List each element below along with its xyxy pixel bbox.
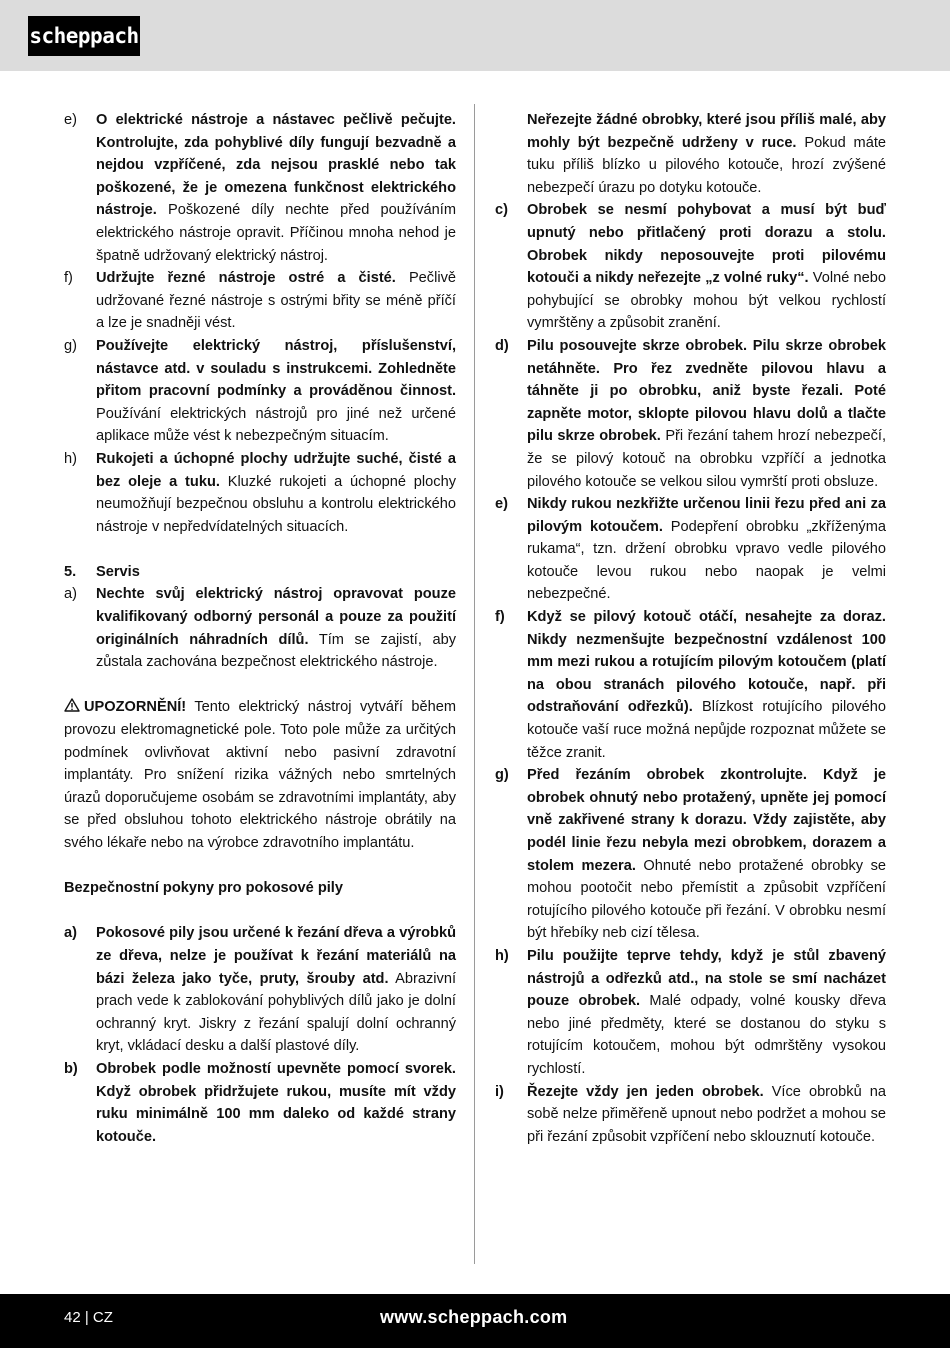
footer-bar	[0, 1294, 950, 1348]
item-bold-text: Řezejte vždy jen jeden obrobek.	[527, 1083, 764, 1100]
list-item-h	[64, 448, 456, 538]
item-label: a)	[64, 586, 77, 603]
item-text: Kluzké rukojeti a úchopné plochy neumožňují bezpečnou obsluhu a kontrolu elektrického nástroje v nepředvídatelných situacích.	[96, 473, 456, 535]
item-text: Volné nebo pohybující se obrobky mohou být velkou rychlostí vymrštěny a způsobit zranění.	[527, 270, 886, 332]
item-label: f)	[495, 609, 505, 626]
item-label: e)	[64, 112, 77, 128]
list-item-pily-b	[64, 1058, 456, 1148]
left-column	[64, 109, 456, 1148]
item-bold-text: Když se pilový kotouč otáčí, nesahejte za doraz. Nikdy nezmenšujte bezpečnostní vzdálenost 100 mm mezi rukou a rotujícím pilovým kotoučem (platí na obou stranách pilového kotouče, např. při odstraňování odřezků).	[527, 609, 886, 716]
item-label: d)	[495, 337, 509, 354]
list-item-c	[495, 199, 886, 335]
item-text: Pokud máte tuku příliš blízko u pilového kotouče, hrozí zvýšené nebezpečí úrazu po dotyku kotouče.	[527, 134, 886, 196]
item-bold-text: Obrobek podle možností upevněte pomocí svorek. Když obrobek přidržujete rukou, musíte mít vždy ruku minimálně 100 mm daleko od každé strany kotouče.	[96, 1060, 456, 1145]
item-text: Ohnuté nebo protažené obrobky se mohou pootočit nebo přemístit a způsobit vzpříčení rotujícího pilového kotouče při řezání. V obrobku nesmí být hřebíky neb cizí tělesa.	[527, 857, 886, 942]
item-text: Abrazivní prach vede k zablokování pohyblivých dílů jako je dolní ochranný kryt. Jiskry z řezání spalují dolní ochranný kryt, vkládací desku a další plastové díly.	[96, 970, 456, 1055]
section-title: Servis	[96, 563, 140, 580]
header-bar	[0, 0, 950, 71]
section-heading-servis	[64, 561, 456, 584]
item-bold-text: Nikdy rukou nezkřižte určenou linii řezu před ani za pilovým kotoučem.	[527, 496, 886, 535]
list-item-d	[495, 335, 886, 493]
item-label: g)	[64, 337, 77, 354]
item-text: Používání elektrických nástrojů pro jiné než určené aplikace může vést k nebezpečným situacím.	[96, 405, 456, 445]
item-label: i)	[495, 1083, 504, 1100]
right-column	[495, 109, 886, 1148]
item-bold-text: Pilu posouvejte skrze obrobek. Pilu skrze obrobek netáhněte. Pro řez zvedněte pilovou hlavu a táhněte ji po obrobku, aniž byste řezali. Poté zapněte motor, sklopte pilovou hlavu dolů a tlačte pilu skrze obrobek.	[527, 337, 886, 445]
list-item-i	[495, 1081, 886, 1149]
item-label: f)	[64, 270, 73, 287]
page-number: 42 | CZ	[64, 1309, 113, 1326]
section-heading-pokosove-pily: Bezpečnostní pokyny pro pokosové pily	[64, 880, 343, 897]
item-text: Poškozené díly nechte před používáním elektrického nástroje opravit. Příčinou mnoha nehod je špatně udržovaný elektrický nástroj.	[96, 202, 456, 264]
item-text: Pečlivě udržované řezné nástroje s ostrými břity se méně příčí a lze je snadněji vést.	[96, 270, 456, 332]
item-label: g)	[495, 767, 509, 784]
item-bold-text: Nechte svůj elektrický nástroj opravovat pouze kvalifikovaný odborný personál a pouze za použití originálních náhradních dílů.	[96, 586, 456, 648]
item-bold-text: Pilu použijte teprve tehdy, když je stůl zbavený nástrojů a odřezků atd., na stole se smí nacházet pouze obrobek.	[527, 947, 886, 1010]
item-text: Tím se zajistí, aby zůstala zachována bezpečnost elektrického nástroje.	[96, 631, 456, 671]
item-label: h)	[495, 947, 509, 964]
item-text: Malé odpady, volné kousky dřeva nebo jiné předměty, které se dostanou do styku s rotujícím kotoučem, mohou být odmrštěny vysokou rychlostí.	[527, 993, 886, 1077]
list-item-f	[495, 606, 886, 764]
item-text: Podepření obrobku „zkříženýma rukama“, tzn. držení obrobku vpravo vedle pilového kotouče levou rukou nebo naopak je velmi nebezpečné.	[527, 518, 887, 603]
list-item-h	[495, 945, 886, 1081]
warning-label: UPOZORNĚNÍ!	[84, 699, 187, 716]
scheppach-logo: scheppach	[28, 16, 140, 56]
item-bold-text: Neřezejte žádné obrobky, které jsou příliš malé, aby mohly být bezpečně udrženy v ruce.	[527, 112, 886, 151]
section-number: 5.	[64, 563, 77, 580]
item-bold-text: Udržujte řezné nástroje ostré a čisté.	[96, 270, 396, 287]
item-bold-text: Pokosové pily jsou určené k řezání dřeva a výrobků ze dřeva, nelze je používat k řezání materiálů na bázi železa jako tyče, pruty, šrouby atd.	[96, 925, 456, 987]
list-item-g	[64, 335, 456, 448]
column-divider	[474, 104, 475, 1264]
list-item-e	[495, 493, 886, 606]
item-bold-text: Obrobek se nesmí pohybovat a musí být buď upnutý nebo přitlačený proti dorazu a stolu. Obrobek nikdy neposouvejte proti pilovému kotouči a nikdy neřezejte „z volné ruky“.	[527, 202, 886, 287]
item-label: a)	[64, 925, 77, 942]
list-item-servis-a	[64, 583, 456, 673]
item-bold-text: Používejte elektrický nástroj, příslušenství, nástavce atd. v souladu s instrukcemi. Zohledněte přitom pracovní podmínky a prováděnou činnost.	[96, 337, 456, 400]
item-bold-text: O elektrické nástroje a nástavec pečlivě pečujte. Kontrolujte, zda pohyblivé díly fungují bezvadně a nejdou vzpříčené, zda nejsou prasklé nebo tak poškozené, že je omezena funkčnost elektrického nástroje.	[96, 112, 456, 219]
website-link[interactable]: www.scheppach.com	[380, 1307, 568, 1327]
list-item-g	[495, 764, 886, 945]
item-label: c)	[495, 202, 508, 219]
item-label: b)	[64, 1060, 78, 1077]
warning-triangle-icon	[64, 698, 80, 712]
list-item-pily-a	[64, 922, 456, 1058]
list-item-f	[64, 267, 456, 335]
item-bold-text: Před řezáním obrobek zkontrolujte. Když je obrobek ohnutý nebo protažený, upněte jej pomocí vně zakřivené strany k dorazu. Vždy zajistěte, aby podél linie řezu nebyla mezi obrobkem, dorazem a stolem mezera.	[527, 767, 886, 874]
item-label: h)	[64, 450, 77, 467]
list-item-b-continued	[495, 109, 886, 199]
item-label: e)	[495, 496, 508, 513]
item-bold-text: Rukojeti a úchopné plochy udržujte suché, čisté a bez oleje a tuku.	[96, 450, 456, 490]
warning-text: Tento elektrický nástroj vytváří během provozu elektromagnetické pole. Toto pole může za určitých podmínek ovlivňovat aktivní nebo pasivní zdravotní implantáty. Pro snížení rizika vážných nebo smrtelných úrazů doporučujeme osobám se zdravotními implantáty, aby se před obsluhou tohoto elektrického nástroje obrátily na svého lékaře nebo na výrobce zdravotního implantátu.	[64, 699, 456, 851]
item-text: Více obrobků na sobě nelze přiměřeně upnout nebo podržet a mohou se při řezání způsobit vzpříčení nebo sklouznutí kotouče.	[527, 1083, 886, 1145]
list-item-e	[64, 109, 456, 267]
warning-paragraph	[64, 696, 456, 854]
item-text: Blízkost rotujícího pilového kotouče vaší ruce možná nepůjde rozpoznat můžete se těžce zranit.	[527, 699, 886, 761]
item-text: Při řezání tahem hrozí nebezpečí, že se pilový kotouč na obrobku vzpříčí a jednotka pilového kotouče se velkou silou vymrští proti obsluze.	[527, 428, 887, 490]
